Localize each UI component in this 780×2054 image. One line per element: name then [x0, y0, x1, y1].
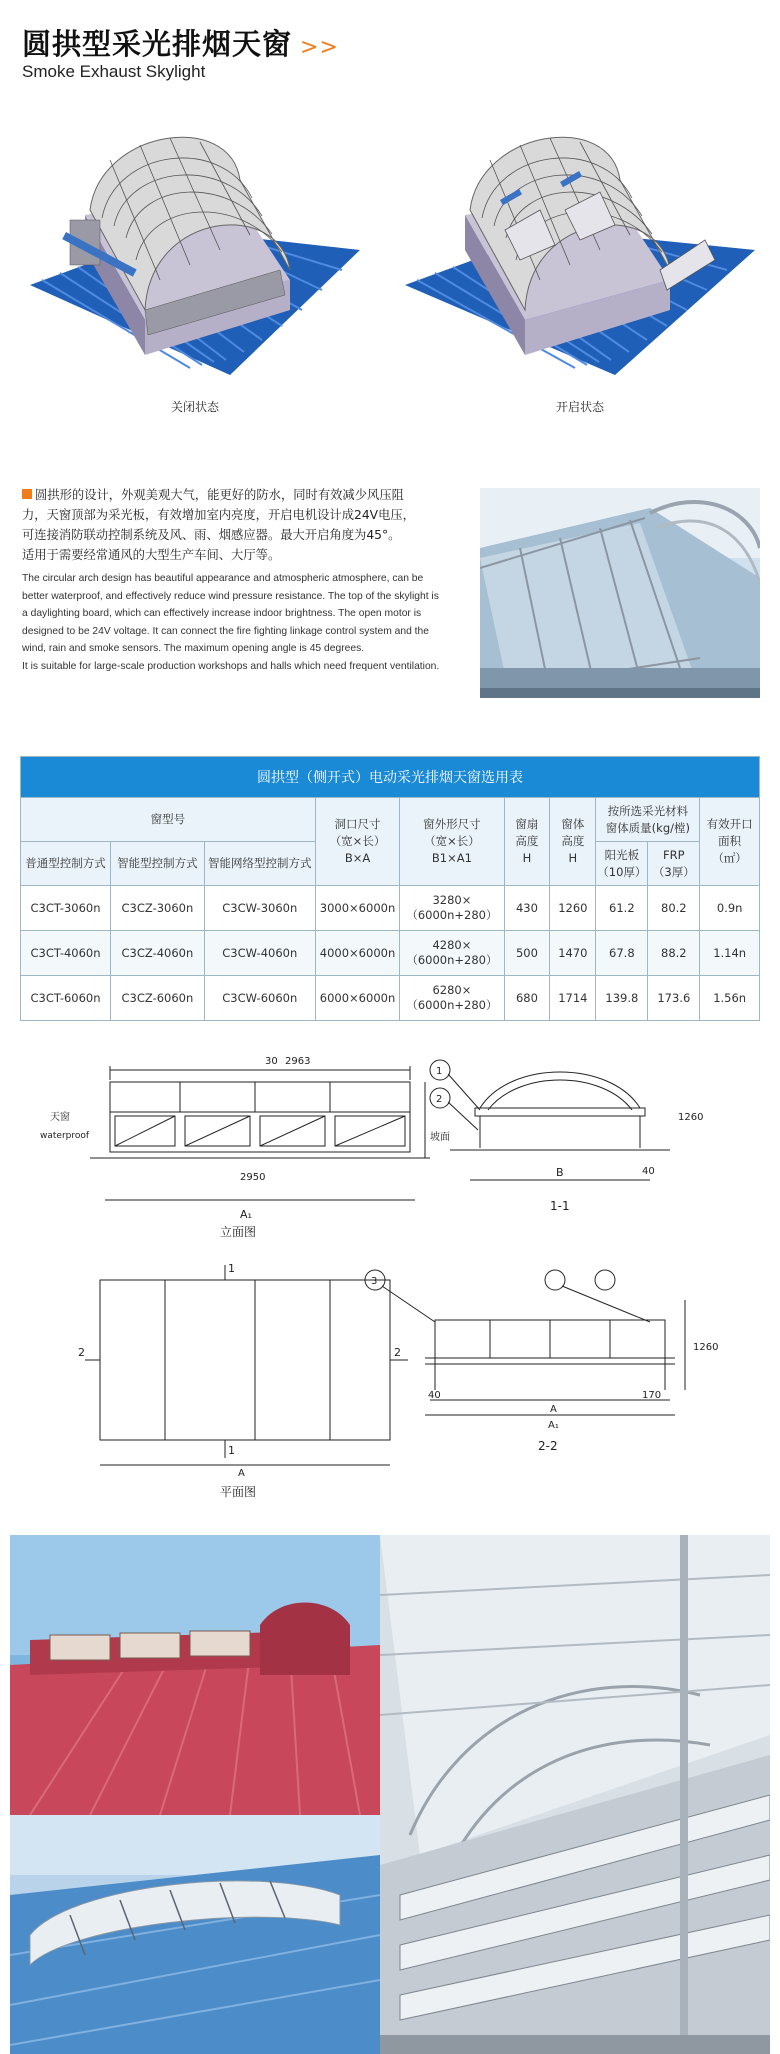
plan-cut-1-bottom: 1: [228, 1444, 235, 1457]
spec-table: [20, 756, 760, 1021]
header-body-height: 窗体 高度 H: [550, 798, 596, 886]
skylight-closed-illustration: [30, 120, 360, 380]
open-state-caption: 开启状态: [555, 400, 604, 414]
red-roof-skylight-photo: [10, 1535, 380, 1815]
label-a-section: A: [550, 1404, 557, 1415]
header-frp: FRP （3厚）: [648, 842, 700, 886]
description-zh: [22, 485, 452, 565]
interior-arch-skylight-photo: [380, 1535, 770, 2054]
desc-en-line: wind, rain and smoke sensors. The maximum opening angle is 45 degrees.: [22, 643, 365, 654]
closed-state-caption: 关闭状态: [170, 400, 219, 414]
header-ct: 普通型控制方式: [21, 842, 111, 886]
dim-170: 170: [642, 1390, 662, 1401]
label-waterproof: waterproof: [40, 1131, 90, 1141]
desc-en-line: a daylighting board, which can effectively increase indoor brightness. The open motor is: [22, 608, 422, 619]
label-a-plan: A: [238, 1468, 245, 1479]
plan-cut-2-left: 2: [78, 1346, 85, 1359]
title-arrows: >>: [300, 35, 339, 60]
elevation-title: 立面图: [220, 1225, 257, 1239]
bullet-square-icon: [22, 489, 32, 499]
header-outer-size: 窗外形尺寸 （宽×长） B1×A1: [400, 798, 504, 886]
header-cz: 智能型控制方式: [111, 842, 205, 886]
desc-zh-line: 可连接消防联动控制系统及风、雨、烟感应器。最大开启角度为45°。: [22, 528, 401, 542]
label-b: B: [556, 1166, 564, 1179]
dim-40-a: 40: [642, 1166, 655, 1177]
dim-1260-a: 1260: [678, 1112, 704, 1123]
header-weight: 按所选采光材料 窗体质量(kg/樘): [596, 798, 700, 842]
technical-drawing: [30, 1040, 750, 1510]
spec-table-caption: 圆拱型（侧开式）电动采光排烟天窗选用表: [21, 757, 760, 798]
table-row: C3CT-6060n C3CZ-6060n C3CW-6060n 6000×6000n 6280× （6000n+280） 680 1714 139.8 173.6 1.56n: [21, 976, 760, 1021]
page-title: [22, 22, 339, 63]
skylight-open-illustration: [405, 120, 755, 380]
callout-3: 3: [371, 1276, 378, 1287]
desc-en-line: designed to be 24V voltage. It can connect the fire fighting linkage control system and the: [22, 625, 429, 637]
header-model: 窗型号: [21, 798, 316, 842]
table-row: C3CT-4060n C3CZ-4060n C3CW-4060n 4000×6000n 4280× （6000n+280） 500 1470 67.8 88.2 1.14n: [21, 931, 760, 976]
dim-2963: 2963: [285, 1056, 311, 1067]
title-text: 圆拱型采光排烟天窗: [22, 27, 293, 61]
dim-30: 30: [265, 1056, 278, 1067]
plan-cut-2-right: 2: [394, 1346, 401, 1359]
dim-1260-b: 1260: [693, 1342, 719, 1353]
interior-skylight-photo: [480, 488, 760, 698]
header-sill-height: 窗扇 高度 H: [504, 798, 550, 886]
description-en: [22, 570, 454, 675]
desc-zh-line: 适用于需要经常通风的大型生产车间、大厅等。: [22, 548, 281, 562]
header-effective-area: 有效开口 面积 （㎡）: [700, 798, 760, 886]
desc-en-line: It is suitable for large-scale production workshops and halls which need frequent ventilation.: [22, 660, 440, 672]
desc-zh-line: 圆拱形的设计，外观美观大气，能更好的防水，同时有效减少风压阻: [22, 485, 452, 505]
dim-40-b: 40: [428, 1390, 441, 1401]
section-2-2-title: 2-2: [538, 1439, 558, 1453]
desc-en-line: better waterproof, and effectively reduce wind pressure resistance. The top of the skylight is: [22, 590, 439, 602]
desc-zh-line: 力，天窗顶部为采光板，有效增加室内亮度，开启电机设计成24V电压，: [22, 508, 415, 522]
header-cw: 智能网络型控制方式: [204, 842, 315, 886]
header-sunlight-board: 阳光板 （10厚）: [596, 842, 648, 886]
plan-cut-1-top: 1: [228, 1262, 235, 1275]
plan-title: 平面图: [220, 1485, 257, 1499]
page-subtitle: Smoke Exhaust Skylight: [22, 62, 206, 81]
callout-2: 2: [436, 1094, 443, 1105]
callout-1: 1: [436, 1066, 443, 1077]
header-opening-size: 洞口尺寸 （宽×长） B×A: [315, 798, 400, 886]
label-a1-elev: A₁: [240, 1208, 252, 1221]
label-a1-section: A₁: [548, 1420, 559, 1431]
table-row: C3CT-3060n C3CZ-3060n C3CW-3060n 3000×6000n 3280× （6000n+280） 430 1260 61.2 80.2 0.9n: [21, 886, 760, 931]
label-slope: 坡面: [430, 1132, 450, 1143]
dim-2950: 2950: [240, 1172, 266, 1183]
label-skylight: 天窗: [50, 1112, 70, 1123]
desc-en-line: The circular arch design has beautiful appearance and atmospheric atmosphere, can be: [22, 573, 424, 584]
blue-roof-skylight-photo: [10, 1815, 380, 2054]
section-1-1-title: 1-1: [550, 1199, 570, 1213]
